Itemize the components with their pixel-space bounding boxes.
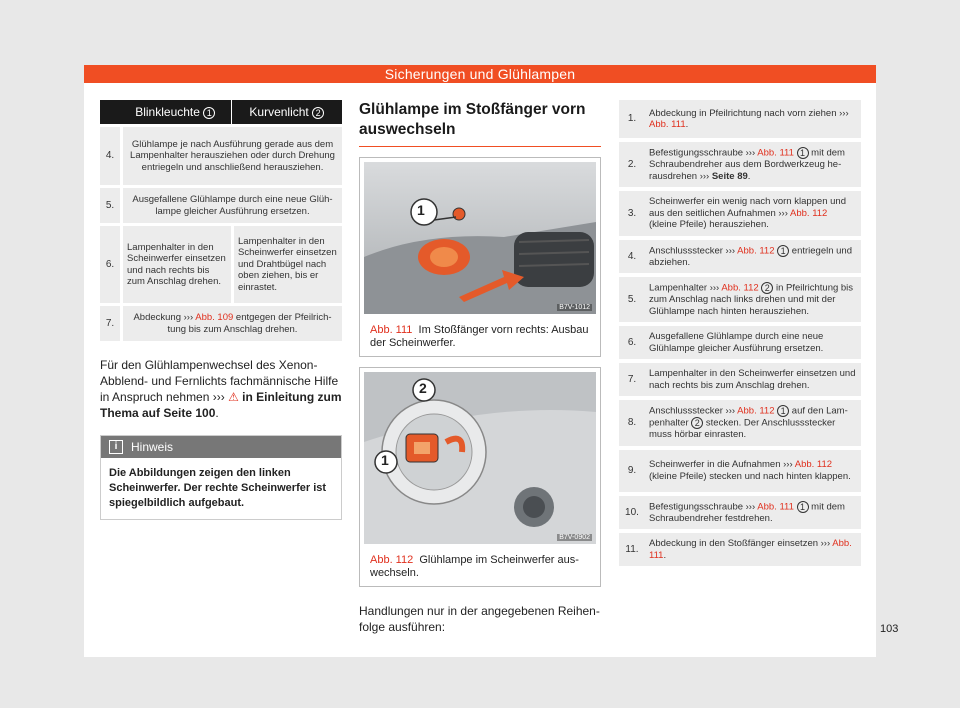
headlight-image <box>364 372 596 544</box>
ref-link[interactable]: Abb. 111 <box>757 147 794 159</box>
callout-number: 2 <box>761 282 773 294</box>
ref-link[interactable]: Abb. 111 <box>649 119 686 130</box>
table-row: 5. Ausgefallene Glühlampe durch eine neue Glühlampe gleicher Ausführung ersetzen. <box>100 185 342 223</box>
left-column <box>100 100 342 520</box>
step-row <box>619 236 861 274</box>
ref-link[interactable]: in Einleitung zum Thema auf Seite 100 <box>100 390 342 420</box>
step-text: Lampenhalter in den Scheinwerfer einsetzen und nach rechts bis zum Anschlag drehen. <box>649 368 856 391</box>
middle-column <box>359 100 601 635</box>
hint-title: Hinweis <box>131 440 174 454</box>
header-blinkleuchte: Blinkleuchte 1 <box>120 100 231 124</box>
step-row <box>619 359 861 396</box>
step-text: Anschlussstecker ››› Abb. 112 1 auf den Lampenhalter 2 stecken. Der Anschlussstecker muss hörbar einrasten. <box>649 405 848 441</box>
header-kurvenlicht: Kurvenlicht 2 <box>231 100 343 124</box>
ref-link[interactable]: Abb. 112 <box>737 405 775 417</box>
step-number: 4. <box>627 250 637 262</box>
ref-link[interactable]: Abb. 111 <box>649 538 852 561</box>
step-row <box>619 446 861 492</box>
chapter-header: Sicherungen und Glühlampen <box>84 65 876 83</box>
body-paragraph: Für den Glühlampenwechsel des Xenon-Abblend- und Fernlichts fachmännische Hilfe in Anspruch nehmen ››› ⚠ in Einleitung zum Thema auf Seite 100. <box>100 358 342 420</box>
figure-caption: Abb. 111 Im Stoßfänger vorn rechts: Ausbau der Scheinwerfer. <box>370 324 589 349</box>
step-number: 7. <box>627 373 637 385</box>
table-row: 7. Abdeckung ››› Abb. 109 entgegen der Pfeilrichtung bis zum Anschlag drehen. <box>100 303 342 341</box>
warning-icon: ⚠ <box>228 390 239 404</box>
step-text: Befestigungsschraube ››› Abb. 111 1 mit dem Schraubendreher festdrehen. <box>649 501 845 524</box>
figure-112 <box>359 367 601 587</box>
info-icon: i <box>109 440 123 454</box>
marker-1: 1 <box>417 202 425 218</box>
step-row <box>619 273 861 322</box>
hint-box <box>100 435 342 520</box>
step-number: 2. <box>627 158 637 170</box>
headlight-illustration <box>364 372 596 544</box>
callout-number: 1 <box>777 405 789 417</box>
step-row <box>619 492 861 530</box>
figure-caption: Abb. 112 Glühlampe im Scheinwerfer auswechseln. <box>370 554 579 579</box>
step-number: 3. <box>627 207 637 219</box>
step-row <box>619 138 861 187</box>
figure-label: Abb. 111 <box>370 324 413 336</box>
ref-link[interactable]: Abb. 112 <box>721 282 759 294</box>
step-number: 1. <box>627 113 637 125</box>
ref-link[interactable]: Abb. 112 <box>737 245 775 257</box>
step-text: Abdeckung in den Stoßfänger einsetzen ››› Abb. 111. <box>649 538 852 561</box>
step-text: Scheinwerfer ein wenig nach vorn klappen und aus den seitlichen Aufnahmen ››› Abb. 112 (kleine Pfeile) herausziehen. <box>649 196 846 231</box>
step-text: Abdeckung in Pfeilrichtung nach vorn ziehen ››› Abb. 111. <box>649 107 849 130</box>
hint-text: Die Abbildungen zeigen den linken Scheinwerfer. Der rechte Scheinwerfer ist spiegelbildlich aufgebaut. <box>109 467 327 509</box>
step-number: 5. <box>627 293 637 305</box>
steps-table <box>619 100 861 566</box>
marker-2: 2 <box>419 380 427 396</box>
step-text: Scheinwerfer in die Aufnahmen ››› Abb. 112 (kleine Pfeile) stecken und nach hinten klappen. <box>649 459 851 482</box>
callout-number: 2 <box>691 417 703 429</box>
table-row: 4. Glühlampe je nach Ausführung gerade aus dem Lampenhalter herausziehen oder durch Drehung entriegeln und anschließend herausziehen. <box>100 124 342 185</box>
ref-link[interactable]: Abb. 112 <box>794 459 833 471</box>
table-header <box>100 100 342 124</box>
step-number: 6. <box>627 336 637 348</box>
step-number: 11. <box>625 543 639 555</box>
step-text: Befestigungsschraube ››› Abb. 111 1 mit dem Schraubendreher aus dem Bordwerkzeug herausdrehen ››› Seite 89. <box>649 147 845 182</box>
step-text: Ausgefallene Glühlampe durch eine neue Glühlampe gleicher Ausführung ersetzen. <box>649 331 824 354</box>
step-row <box>619 100 861 138</box>
step-text: Lampenhalter ››› Abb. 112 2 in Pfeilrichtung bis zum Anschlag nach links drehen und mit der Glühlampe nach hinten herausziehen. <box>649 282 854 317</box>
step-number: 8. <box>627 417 637 429</box>
step-row <box>619 322 861 359</box>
figure-code: B7V-1012 <box>559 304 590 311</box>
ref-link[interactable]: Abb. 109 <box>195 312 234 323</box>
section-title: Glühlampe im Stoßfänger vorn auswechseln <box>359 100 601 147</box>
step-row <box>619 396 861 446</box>
ref-link[interactable]: Seite 89 <box>711 170 748 182</box>
table-row: 6. Lampenhalter in den Scheinwerfer einsetzen und nach rechts bis zum Anschlag drehen. Lampenhalter in den Scheinwerfer einsetzen und Drahtbügel nach oben ziehen, bis er einrastet. <box>100 223 342 303</box>
page-number: 103 <box>880 623 899 635</box>
callout-number: 1 <box>797 501 809 513</box>
bumper-illustration <box>364 162 596 314</box>
bumper-image <box>364 162 596 314</box>
figure-label: Abb. 112 <box>370 554 414 566</box>
figure-111 <box>359 157 601 357</box>
callout-number: 1 <box>777 245 789 257</box>
ref-link[interactable]: Abb. 111 <box>757 501 794 513</box>
step-number: 10. <box>625 506 639 518</box>
step-text: Anschlussstecker ››› Abb. 112 1 entriegeln und abziehen. <box>649 245 852 268</box>
step-row <box>619 529 861 566</box>
figure-code: B7V-0902 <box>559 534 590 541</box>
marker-1: 1 <box>381 452 389 468</box>
step-row <box>619 187 861 236</box>
step-number: 9. <box>627 464 637 476</box>
callout-number: 1 <box>797 147 809 159</box>
steps-intro: Handlungen nur in der angegebenen Reihenfolge ausführen: <box>359 604 600 634</box>
ref-link[interactable]: Abb. 112 <box>790 207 828 219</box>
